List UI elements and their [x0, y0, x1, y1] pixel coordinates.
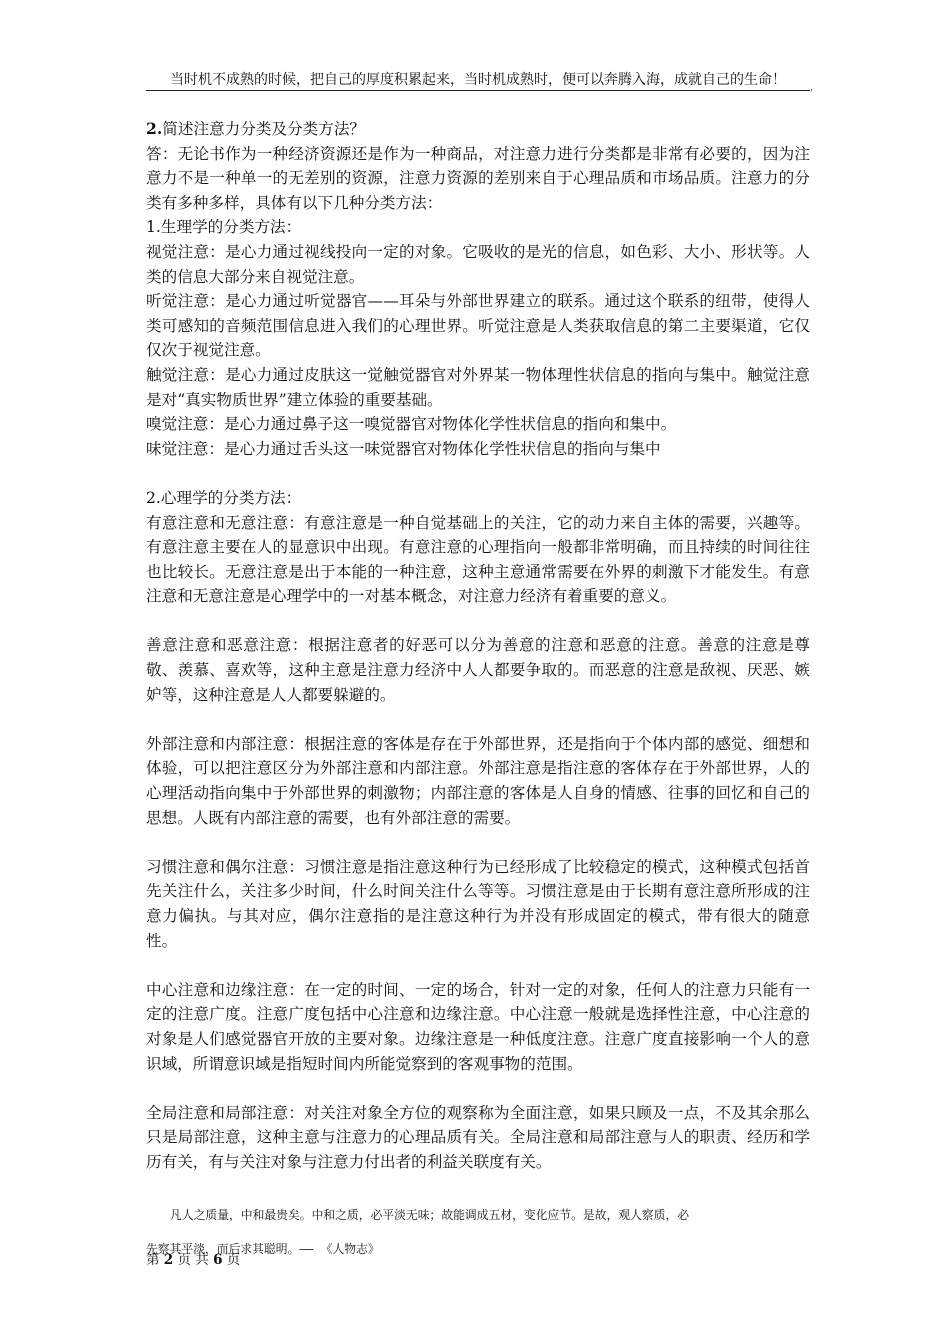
page-number-total: 6 [213, 1252, 223, 1268]
page-header: 当时机不成熟的时候，把自己的厚度积累起来，当时机成熟时，便可以奔腾入海，成就自己的生命！ [146, 70, 810, 91]
paragraph-habitual: 习惯注意和偶尔注意：习惯注意是指注意这种行为已经形成了比较稳定的模式，这种模式包括首先关注什么，关注多少时间，什么时间关注什么等等。习惯注意是由于长期有意注意所形成的注意力偏执。与其对应，偶尔注意指的是注意这种行为并没有形成固定的模式，带有很大的随意性。 [146, 857, 810, 950]
paragraph-intentional: 有意注意和无意注意：有意注意是一种自觉基础上的关注，它的动力来自主体的需要，兴趣等。有意注意主要在人的显意识中出现。有意注意的心理指向一般都非常明确，而且持续的时间往往也比较长。无意注意是出于本能的一种注意，这种主意通常需要在外界的刺激下才能发生。有意注意和无意注意是心理学中的一对基本概念，对注意力经济有着重要的意义。 [146, 513, 810, 606]
section-heading-physiology: 1.生理学的分类方法： [146, 218, 302, 237]
paragraph-gap [146, 830, 810, 855]
paragraph-visual: 视觉注意：是心力通过视线投向一定的对象。它吸收的是光的信息，如色彩、大小、形状等。人类的信息大部分来自视觉注意。 [146, 242, 810, 286]
question-title [146, 117, 810, 142]
paragraph-gustatory: 味觉注意：是心力通过舌头这一味觉器官对物体化学性状信息的指向与集中 [146, 439, 661, 458]
paragraph-global: 全局注意和局部注意：对关注对象全方位的观察称为全面注意，如果只顾及一点，不及其余那么只是局部注意，这种主意与注意力的心理品质有关。全局注意和局部注意与人的职责、经历和学历有关，有与关注对象与注意力付出者的利益关联度有关。 [146, 1103, 810, 1171]
section-heading-psychology: 2.心理学的分类方法： [146, 488, 302, 507]
page-number-prefix: 第 [146, 1252, 160, 1268]
quote-line-1: 凡人之质量，中和最贵矣。中和之质，必平淡无味；故能调成五材，变化应节。是故，观人察质，必 [170, 1208, 690, 1222]
paragraph-benevolent: 善意注意和恶意注意：根据注意者的好恶可以分为善意的注意和恶意的注意。善意的注意是尊敬、羡慕、喜欢等，这种主意是注意力经济中人人都要争取的。而恶意的注意是敌视、厌恶、嫉妒等，这种注意是人人都要躲避的。 [146, 636, 810, 704]
question-number: 2. [146, 119, 163, 138]
paragraph-tactile: 触觉注意：是心力通过皮肤这一觉触觉器官对外界某一物体理性状信息的指向与集中。触觉注意是对“真实物质世界”建立体验的重要基础。 [146, 365, 810, 409]
paragraph-gap [146, 953, 810, 978]
paragraph-auditory: 听觉注意：是心力通过听觉器官——耳朵与外部世界建立的联系。通过这个联系的纽带，使得人类可感知的音频范围信息进入我们的心理世界。听觉注意是人类获取信息的第二主要渠道，它仅仅次于视觉注意。 [146, 292, 810, 360]
paragraph-external: 外部注意和内部注意：根据注意的客体是存在于外部世界，还是指向于个体内部的感觉、细想和体验，可以把注意区分为外部注意和内部注意。外部注意是指注意的客体存在于外部世界，人的心理活动指向集中于外部世界的刺激物；内部注意的客体是人自身的情感、往事的回忆和自己的思想。人既有内部注意的需要，也有外部注意的需要。 [146, 734, 810, 827]
question-text: 简述注意力分类及分类方法？ [162, 120, 366, 138]
page-number [146, 1251, 240, 1269]
paragraph-gap [146, 609, 810, 634]
paragraph-olfactory: 嗅觉注意：是心力通过鼻子这一嗅觉器官对物体化学性状信息的指向和集中。 [146, 415, 677, 434]
paragraph-gap [146, 461, 810, 486]
quote-line-2: 先察其平淡，而后求其聪明。—— 《人物志》 [146, 1242, 380, 1256]
header-mark: ， [810, 83, 820, 93]
paragraph-gap [146, 1076, 810, 1101]
page-number-middle: 页 共 [177, 1252, 209, 1268]
page-number-current: 2 [163, 1252, 174, 1268]
document-body [146, 117, 810, 1175]
answer-intro: 答：无论书作为一种经济资源还是作为一种商品，对注意力进行分类都是非常有必要的，因为注意力不是一种单一的无差别的资源，注意力资源的差别来自于心理品质和市场品质。注意力的分类有多种多样，具体有以下几种分类方法： [146, 144, 810, 212]
paragraph-gap [146, 707, 810, 732]
page-number-suffix: 页 [226, 1252, 241, 1268]
footer-quote [146, 1198, 810, 1266]
paragraph-central: 中心注意和边缘注意：在一定的时间、一定的场合，针对一定的对象，任何人的注意力只能有一定的注意广度。注意广度包括中心注意和边缘注意。中心注意一般就是选择性注意，中心注意的对象是人们感觉器官开放的主要对象。边缘注意是一种低度注意。注意广度直接影响一个人的意识域，所谓意识域是指短时间内所能觉察到的客观事物的范围。 [146, 980, 810, 1073]
